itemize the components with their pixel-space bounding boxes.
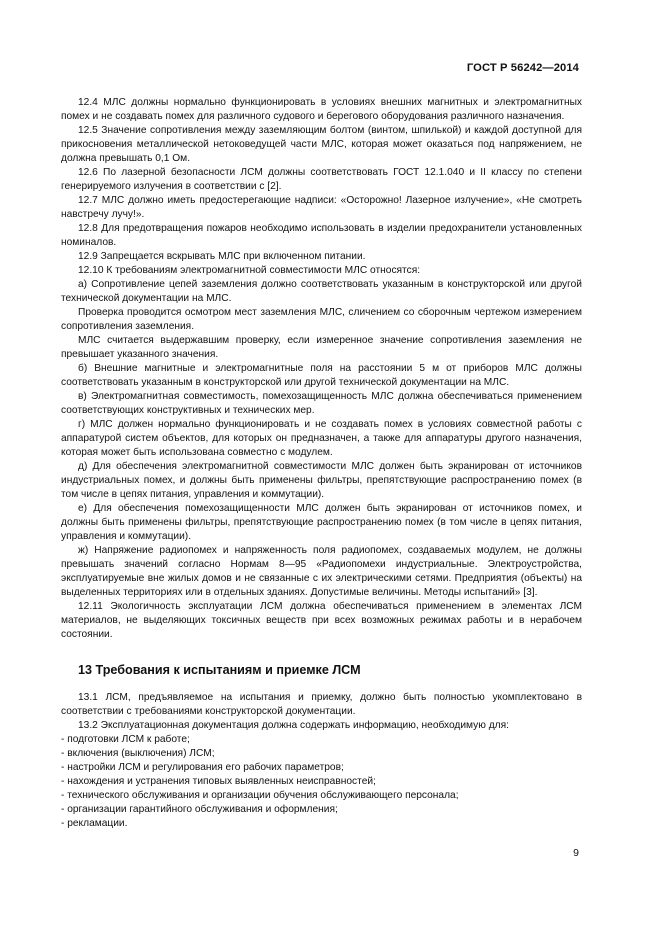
section-13-heading: 13 Требования к испытаниям и приемке ЛСМ: [78, 663, 361, 677]
paragraph-12-10: 12.10 К требованиям электромагнитной совместимости МЛС относятся:: [78, 265, 421, 276]
paragraph-12-10-a-check: Проверка проводится осмотром мест заземления МЛС, сличением со сборочным чертежом измерением сопротивления заземления.: [61, 307, 582, 332]
paragraph-12-5: 12.5 Значение сопротивления между заземляющим болтом (винтом, шпилькой) и каждой доступной для прикосновения металлической нетоковедущей части МЛС, которая может оказаться под напряжением, не должна превышать 0,1 Ом.: [61, 125, 582, 164]
paragraph-12-10-b: б) Внешние магнитные и электромагнитные поля на расстоянии 5 м от приборов МЛС должны соответствовать указанным в конструкторской или другой технической документации на МЛС.: [61, 363, 582, 388]
document-body: [61, 96, 582, 831]
paragraph-13-1: 13.1 ЛСМ, предъявляемое на испытания и приемку, должно быть полностью укомплектовано в соответствии с требованиями конструкторской документации.: [61, 692, 582, 717]
list-item: - нахождения и устранения типовых выявленных неисправностей;: [61, 776, 376, 787]
list-item: - настройки ЛСМ и регулирования его рабочих параметров;: [61, 762, 344, 773]
paragraph-12-10-v: в) Электромагнитная совместимость, помехозащищенность МЛС должна обеспечиваться применением соответствующих конструктивных и технических мер.: [61, 391, 582, 416]
paragraph-12-10-a-result: МЛС считается выдержавшим проверку, если измеренное значение сопротивления заземления не превышает указанного значения.: [61, 335, 582, 360]
paragraph-12-4: 12.4 МЛС должны нормально функционировать в условиях внешних магнитных и электромагнитных помех и не создавать помех для различного судового и берегового оборудования различного назначения.: [61, 97, 582, 122]
list-item: - подготовки ЛСМ к работе;: [61, 734, 190, 745]
paragraph-12-11: 12.11 Экологичность эксплуатации ЛСМ должна обеспечиваться применением в элементах ЛСМ материалов, не выделяющих токсичных веществ при всех возможных режимах работы и в нерабочем состоянии.: [61, 601, 582, 640]
documentation-requirements-list: [61, 733, 582, 831]
list-item: - рекламации.: [61, 818, 128, 829]
paragraph-12-10-e: е) Для обеспечения помехозащищенности МЛС должен быть экранирован от источников помех, и должны быть применены фильтры, препятствующие распространению помех (в том числе в цепях питания, управления и коммутации).: [61, 503, 582, 542]
paragraph-12-10-zh: ж) Напряжение радиопомех и напряженность поля радиопомех, создаваемых модулем, не должны превышать значений согласно Нормам 8—95 «Радиопомехи индустриальные. Электроустройства, эксплуатируемые вне жилых домов и не связанные с их электрическими сетями. Предприятия (объекты) на выделенных территориях или в отдельных зданиях. Допустимые величины. Методы испытаний» [3].: [61, 545, 582, 598]
paragraph-12-9: 12.9 Запрещается вскрывать МЛС при включенном питании.: [78, 251, 366, 262]
paragraph-12-10-g: г) МЛС должен нормально функционировать и не создавать помех в условиях совместной работы с аппаратурой систем объектов, для которых он предназначен, а также для аппаратуры другого назначения, которая может быть использована совместно с модулем.: [61, 419, 582, 458]
page-number: 9: [573, 847, 579, 859]
paragraph-12-8: 12.8 Для предотвращения пожаров необходимо использовать в изделии предохранители установленных номиналов.: [61, 223, 582, 248]
paragraph-12-10-d: д) Для обеспечения электромагнитной совместимости МЛС должен быть экранирован от источников индустриальных помех, и должны быть применены фильтры, препятствующие распространению помех (в том числе в цепях питания, управления и коммутации).: [61, 461, 582, 500]
document-standard-id: ГОСТ Р 56242—2014: [466, 62, 579, 74]
paragraph-12-7: 12.7 МЛС должно иметь предостерегающие надписи: «Осторожно! Лазерное излучение», «Не смотреть навстречу лучу!».: [61, 195, 582, 220]
paragraph-12-10-a: а) Сопротивление цепей заземления должно соответствовать указанным в конструкторской или другой технической документации на МЛС.: [61, 279, 582, 304]
list-item: - организации гарантийного обслуживания и оформления;: [61, 804, 338, 815]
paragraph-12-6: 12.6 По лазерной безопасности ЛСМ должны соответствовать ГОСТ 12.1.040 и II классу по степени генерируемого излучения в соответствии с [2].: [61, 167, 582, 192]
paragraph-13-2: 13.2 Эксплуатационная документация должна содержать информацию, необходимую для:: [78, 720, 509, 731]
list-item: - включения (выключения) ЛСМ;: [61, 748, 215, 759]
list-item: - технического обслуживания и организации обучения обслуживающего персонала;: [61, 790, 459, 801]
